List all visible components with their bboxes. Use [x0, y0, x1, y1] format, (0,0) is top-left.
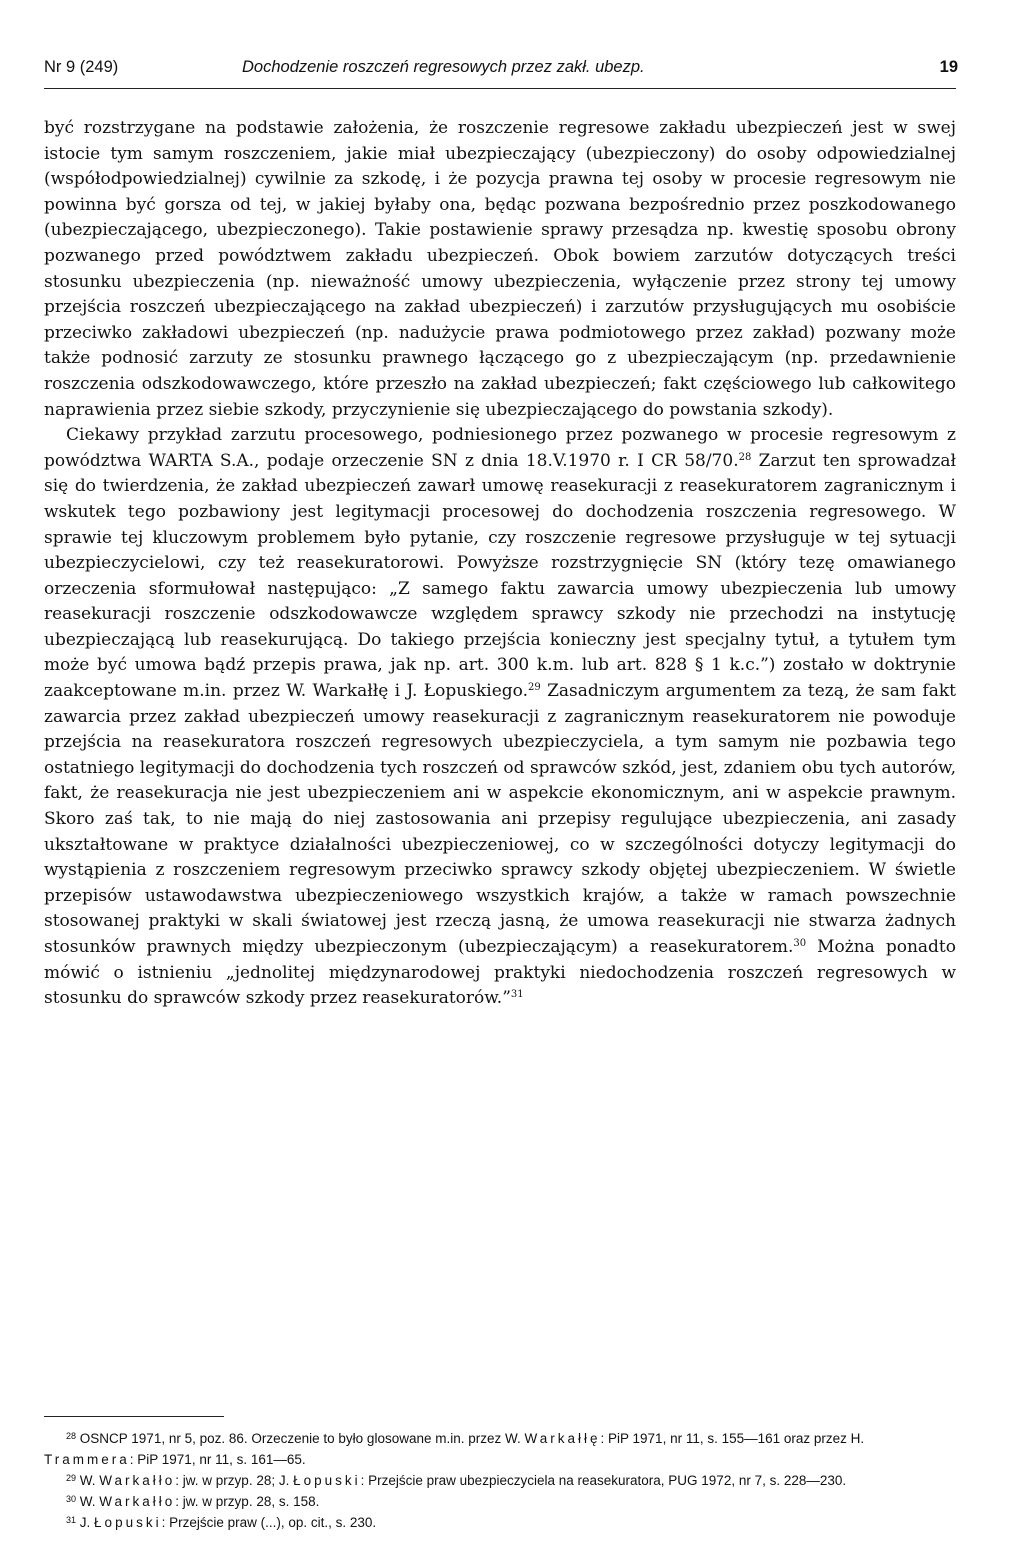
footnote-text: W. [79, 1473, 100, 1488]
author-name: Warkałłę [524, 1431, 601, 1446]
paragraph-text: Zarzut ten sprowadzał się do twierdzenia, że zakład ubezpieczeń zawarł umowę reasekuracji z reasekuratorem zagranicznym i wskutek tego pozbawiony jest legitymacji procesowej do dochodzenia roszczenia regresowego. W sprawie tej kluczowym problemem było pytanie, czy roszczenie regresowe przysługuje w tej sytuacji ubezpieczycielowi, czy też reasekuratorowi. Powyższe rozstrzygnięcie SN (który tezę omawianego orzeczenia sformułował następująco: „Z samego faktu zawarcia umowy ubezpieczenia lub umowy reasekuracji roszczenie odszkodowawcze względem sprawcy szkody nie przechodzi na instytucję ubezpieczającą lub reasekurującą. Do takiego przejścia konieczny jest specjalny tytuł, a tytułem tym może być umowa bądź przepis prawa, jak np. art. 300 k.m. lub art. 828 § 1 k.c.”) zostało w doktrynie zaakceptowane m.in. przez W. Warkałłę i J. Łopuskiego. [44, 450, 956, 702]
paragraph-text: Można ponadto mówić o istnieniu „jednolitej międzynarodowej praktyki niedochodzenia roszczeń regresowych w stosunku do sprawców szkody przez reasekuratorów.” [44, 937, 957, 1009]
footnote-text: : jw. w przyp. 28; J. [175, 1473, 294, 1488]
footnotes [44, 1428, 956, 1533]
author-name: Warkałło [99, 1494, 176, 1509]
footnote-number: 28 [66, 1431, 77, 1441]
main-text [44, 116, 956, 1012]
footnote-text: : jw. w przyp. 28, s. 158. [175, 1494, 320, 1509]
footnote-29 [44, 1470, 956, 1491]
footnote-text: W. [79, 1494, 100, 1509]
footnote-text: : PiP 1971, nr 11, s. 155—161 oraz przez H. [600, 1431, 865, 1446]
author-name: Łopuski [94, 1515, 162, 1530]
footnote-text: J. [79, 1515, 95, 1530]
footnote-ref-31[interactable]: 31 [510, 989, 524, 1001]
header-rule [44, 88, 956, 89]
paragraph-reinsurance [44, 423, 956, 1012]
footnote-number: 31 [66, 1515, 77, 1525]
footnote-text: : Przejście praw (...), op. cit., s. 230. [161, 1515, 377, 1530]
footnote-text: : Przejście praw ubezpieczyciela na reasekuratora, PUG 1972, nr 7, s. 228—230. [360, 1473, 847, 1488]
footnote-31 [44, 1512, 956, 1533]
footnote-text: OSNCP 1971, nr 5, poz. 86. Orzeczenie to było glosowane m.in. przez W. [79, 1431, 525, 1446]
author-name: Łopuski [293, 1473, 361, 1488]
author-name: Warkałło [99, 1473, 176, 1488]
author-name: Trammera [44, 1452, 130, 1467]
page-number: 19 [939, 58, 958, 76]
footnote-28 [44, 1428, 956, 1470]
footnote-number: 30 [66, 1494, 77, 1504]
footnote-number: 29 [66, 1473, 77, 1483]
running-title: Dochodzenie roszczeń regresowych przez zakł. ubezp. [242, 58, 645, 76]
footnote-rule [44, 1416, 224, 1417]
footnote-ref-28[interactable]: 28 [738, 451, 752, 463]
footnote-text: : PiP 1971, nr 11, s. 161—65. [129, 1452, 306, 1467]
paragraph-text: Ciekawy przykład zarzutu procesowego, podniesionego przez pozwanego w procesie regresowym z powództwa WARTA S.A., podaje orzeczenie SN z dnia 18.V.1970 r. I CR 58/70. [44, 425, 956, 471]
paragraph-continuation: być rozstrzygane na podstawie założenia, że roszczenie regresowe zakładu ubezpieczeń jest w swej istocie tym samym roszczeniem, jakie miał ubezpieczający (ubezpieczony) do osoby odpowiedzialnej (współodpowiedzialnej) cywilnie za szkodę, i że pozycja prawna tej osoby w procesie regresowym nie powinna być gorsza od tej, w jakiej byłaby ona, będąc pozwana bezpośrednio przez poszkodowanego (ubezpieczającego, ubezpieczonego). Takie postawienie sprawy przesądza np. kwestię sposobu obrony pozwanego przed powództwem zakładu ubezpieczeń. Obok bowiem zarzutów dotyczących treści stosunku ubezpieczenia (np. nieważność umowy ubezpieczenia, wyłączenie przez strony tej umowy przejścia roszczeń ubezpieczającego na zakład ubezpieczeń) i zarzutów przysługujących mu osobiście przeciwko zakładowi ubezpieczeń (np. nadużycie prawa podmiotowego przez zakład) pozwany może także podnosić zarzuty ze stosunku prawnego łączącego go z ubezpieczającym (np. przedawnienie roszczenia odszkodowawczego, które przeszło na zakład ubezpieczeń; fakt częściowego lub całkowitego naprawienia przez siebie szkody, przyczynienie się ubezpieczającego do powstania szkody). [44, 118, 956, 420]
footnote-30 [44, 1491, 956, 1512]
paragraph-text: Zasadniczym argumentem za tezą, że sam fakt zawarcia przez zakład ubezpieczeń umowy reasekuracji z zagranicznym reasekuratorem nie powoduje przejścia na reasekuratora roszczeń regresowych ubezpieczyciela, a tym samym nie pozbawia tego ostatniego legitymacji do dochodzenia tych roszczeń od sprawców szkód, jest, zdaniem obu tych autorów, fakt, że reasekuracja nie jest ubezpieczeniem ani w aspekcie ekonomicznym, ani w aspekcie prawnym. Skoro zaś tak, to nie mają do niej zastosowania ani przepisy regulujące ubezpieczenia, ani zasady ukształtowane w praktyce działalności ubezpieczeniowej, co w szczególności dotyczy legitymacji do wystąpienia z roszczeniem regresowym przeciwko sprawcy szkody objętej ubezpieczeniem. W świetle przepisów ustawodawstwa ubezpieczeniowego wszystkich krajów, a także w ramach powszechnie stosowanej praktyki w skali światowej jest rzeczą jasną, że umowa reasekuracji nie stwarza żadnych stosunków prawnych między ubezpieczonym (ubezpieczającym) a reasekuratorem. [44, 681, 956, 957]
footnote-ref-29[interactable]: 29 [527, 682, 541, 694]
issue-number: Nr 9 (249) [44, 58, 119, 76]
footnote-ref-30[interactable]: 30 [793, 938, 807, 949]
running-header [44, 58, 958, 84]
